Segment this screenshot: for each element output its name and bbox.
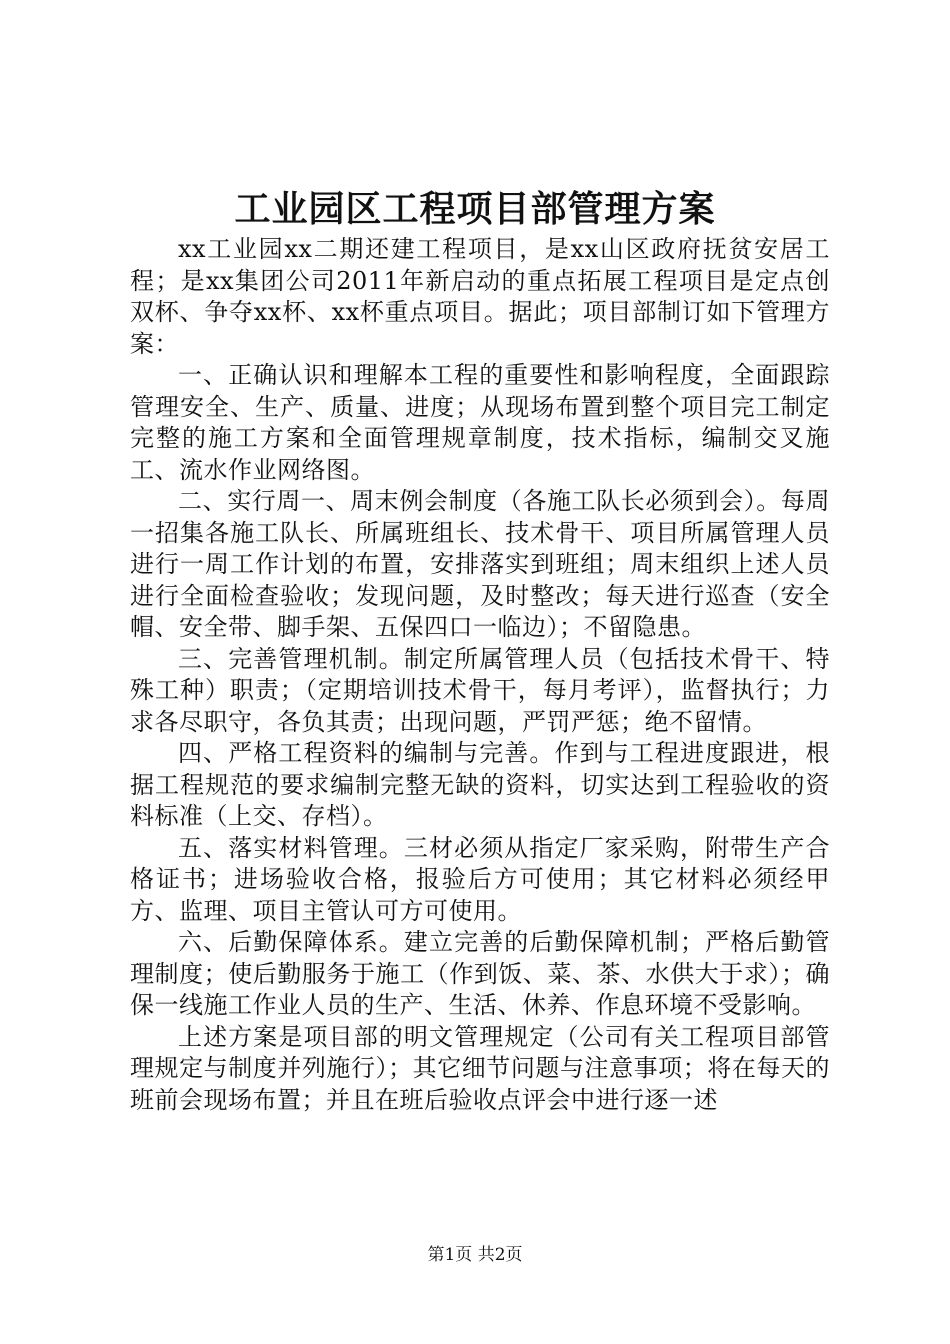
paragraph-intro: xx工业园xx二期还建工程项目，是xx山区政府抚贫安居工程；是xx集团公司2011年新启动的重点拓展工程项目是定点创双杯、争夺xx杯、xx杯重点项目。据此；项目部制订如下管理方案： (130, 235, 830, 358)
paragraph-item-1: 一、正确认识和理解本工程的重要性和影响程度，全面跟踪管理安全、生产、质量、进度；从现场布置到整个项目完工制定完整的施工方案和全面管理规章制度，技术指标，编制交叉施工、流水作业网络图。 (130, 361, 830, 484)
document-title: 工业园区工程项目部管理方案 (234, 188, 716, 230)
paragraph-item-5: 五、落实材料管理。三材必须从指定厂家采购，附带生产合格证书；进场验收合格，报验后方可使用；其它材料必须经甲方、监理、项目主管认可方可使用。 (130, 833, 830, 925)
document-body (130, 234, 830, 1116)
paragraph-item-3: 三、完善管理机制。制定所属管理人员（包括技术骨干、特殊工种）职责；（定期培训技术骨干，每月考评），监督执行；力求各尽职守，各负其责；出现问题，严罚严惩；绝不留情。 (130, 644, 830, 736)
paragraph-closing: 上述方案是项目部的明文管理规定（公司有关工程项目部管理规定与制度并列施行）；其它细节问题与注意事项；将在每天的班前会现场布置；并且在班后验收点评会中进行逐一述 (130, 1022, 830, 1114)
page-footer: 第1页 共2页 (427, 1245, 523, 1265)
paragraph-item-4: 四、严格工程资料的编制与完善。作到与工程进度跟进，根据工程规范的要求编制完整无缺的资料，切实达到工程验收的资料标准（上交、存档）。 (130, 739, 830, 830)
paragraph-item-2: 二、实行周一、周末例会制度（各施工队长必须到会）。每周一招集各施工队长、所属班组长、技术骨干、项目所属管理人员进行一周工作计划的布置，安排落实到班组；周末组织上述人员进行全面检查验收；发现问题，及时整改；每天进行巡查（安全帽、安全带、脚手架、五保四口一临边）；不留隐患。 (130, 487, 830, 641)
paragraph-item-6: 六、后勤保障体系。建立完善的后勤保障机制；严格后勤管理制度；使后勤服务于施工（作到饭、菜、茶、水供大于求）；确保一线施工作业人员的生产、生活、休养、作息环境不受影响。 (130, 928, 830, 1019)
